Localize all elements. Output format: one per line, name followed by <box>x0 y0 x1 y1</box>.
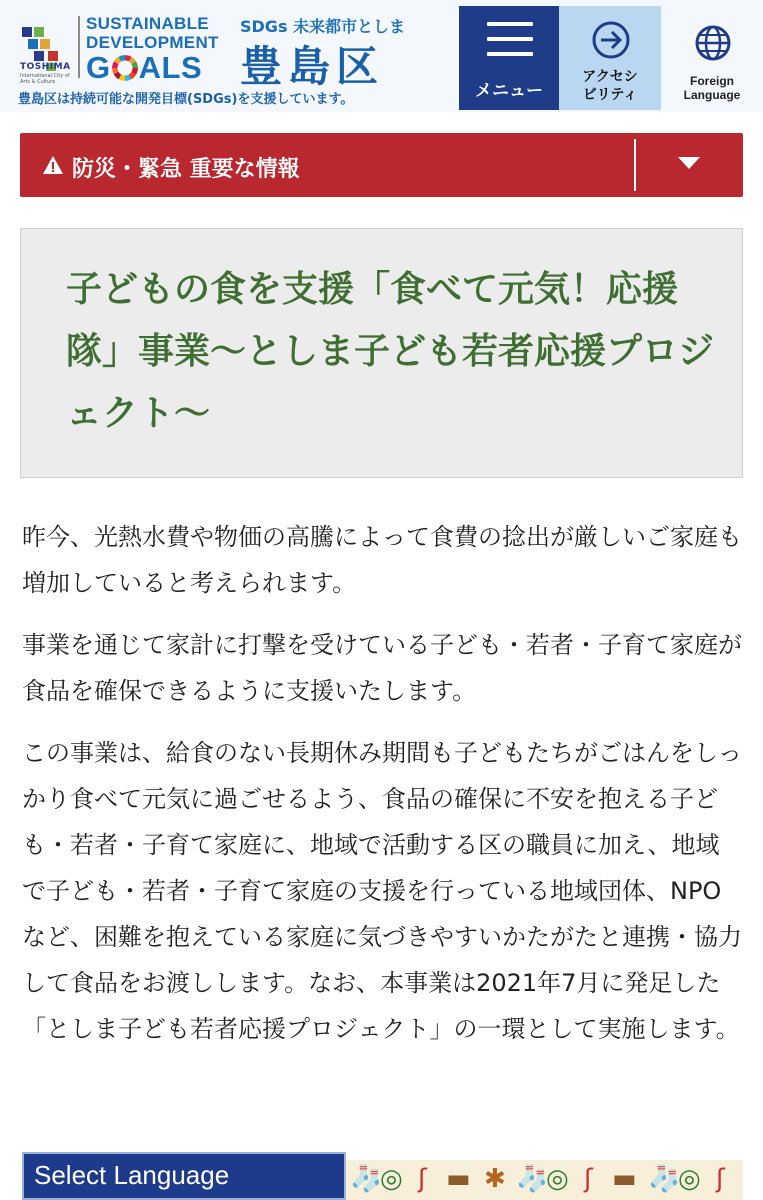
sdgs-line-3 <box>86 52 219 84</box>
ward-name: 豊島区 <box>240 42 385 91</box>
foreign-language-button[interactable] <box>661 6 763 110</box>
candy-cane-icon: ʃ <box>716 1164 725 1194</box>
candy-cane-icon: ʃ <box>584 1164 593 1194</box>
accessibility-label-line-2: ビリティ <box>582 87 638 103</box>
menu-button-label: メニュー <box>475 81 543 101</box>
wreath-icon: ◎ <box>678 1164 701 1194</box>
gingerbread-icon: ✱ <box>484 1164 506 1194</box>
globe-icon <box>694 24 732 62</box>
site-header <box>0 0 763 112</box>
chevron-down-icon <box>678 157 700 169</box>
warning-icon <box>42 155 64 175</box>
emergency-toggle-button[interactable] <box>636 133 743 197</box>
accessibility-button[interactable] <box>559 6 661 110</box>
toshima-wordmark: TOSHIMA <box>20 62 71 72</box>
hamburger-icon <box>487 22 533 56</box>
site-logo[interactable] <box>18 10 448 110</box>
sdgs-wheel-icon <box>112 55 138 81</box>
emergency-info-bar <box>20 133 743 197</box>
body-paragraph-2: 事業を通じて家計に打撃を受けている子ども・若者・子育て家庭が食品を確保できるように支援いたします。 <box>22 631 742 705</box>
accessibility-button-label <box>559 68 661 104</box>
logo-divider <box>78 16 80 78</box>
wreath-icon: ◎ <box>380 1164 403 1194</box>
sdgs-line-1: SUSTAINABLE <box>86 14 209 33</box>
foreign-label-line-2: Language <box>683 88 741 102</box>
emergency-info-link[interactable] <box>20 133 634 197</box>
log-cake-icon: ▬ <box>612 1164 637 1194</box>
stocking-icon: 🧦 <box>516 1164 549 1194</box>
sdgs-line-2: DEVELOPMENT <box>86 33 219 52</box>
arrow-circle-right-icon <box>591 20 631 60</box>
candy-cane-icon: ʃ <box>418 1164 427 1194</box>
select-language-dropdown[interactable]: Select Language <box>22 1152 346 1200</box>
page-title: 子どもの食を支援「食べて元気！応援隊」事業〜としま子ども若者応援プロジェクト〜 <box>66 269 715 434</box>
stocking-icon: 🧦 <box>648 1164 681 1194</box>
log-cake-icon: ▬ <box>446 1164 471 1194</box>
accessibility-label-line-1: アクセシ <box>582 69 638 85</box>
sdgs-g: G <box>86 50 111 85</box>
body-paragraph-3: この事業は、給食のない長期休み期間も子どもたちがごはんをしっかり食べて元気に過ごせるよう、食品の確保に不安を抱える子ども・若者・子育て家庭に、地域で活動する区の職員に加え、地域で子ども・若者・子育て家庭の支援を行っている地域団体、NPOなど、困難を抱えている家庭に気づきやすいかたがたと連携・協力して食品をお渡しします。なお、本事業は2021年7月に発足した「としま子ども若者応援プロジェクト」の一環として実施します。 <box>22 739 742 1043</box>
sdgs-tagline: 豊島区は持続可能な開発目標(SDGs)を支援しています。 <box>18 92 354 107</box>
sdgs-future-city-label: SDGs 未来都市としま <box>240 17 406 36</box>
menu-button[interactable] <box>459 6 559 110</box>
christmas-decoration-banner <box>346 1160 743 1200</box>
foreign-language-label <box>661 74 763 102</box>
sdgs-logo <box>86 14 219 84</box>
sdgs-als: ALS <box>138 50 203 85</box>
foreign-label-line-1: Foreign <box>690 74 734 88</box>
toshima-subtitle: International City of Arts & Culture <box>20 73 70 85</box>
article-title-box <box>20 228 743 478</box>
stocking-icon: 🧦 <box>350 1164 383 1194</box>
body-paragraph-1: 昨今、光熱水費や物価の高騰によって食費の捻出が厳しいご家庭も増加していると考えられます。 <box>22 523 742 597</box>
wreath-icon: ◎ <box>546 1164 569 1194</box>
emergency-info-label: 防災・緊急 重要な情報 <box>72 157 300 182</box>
